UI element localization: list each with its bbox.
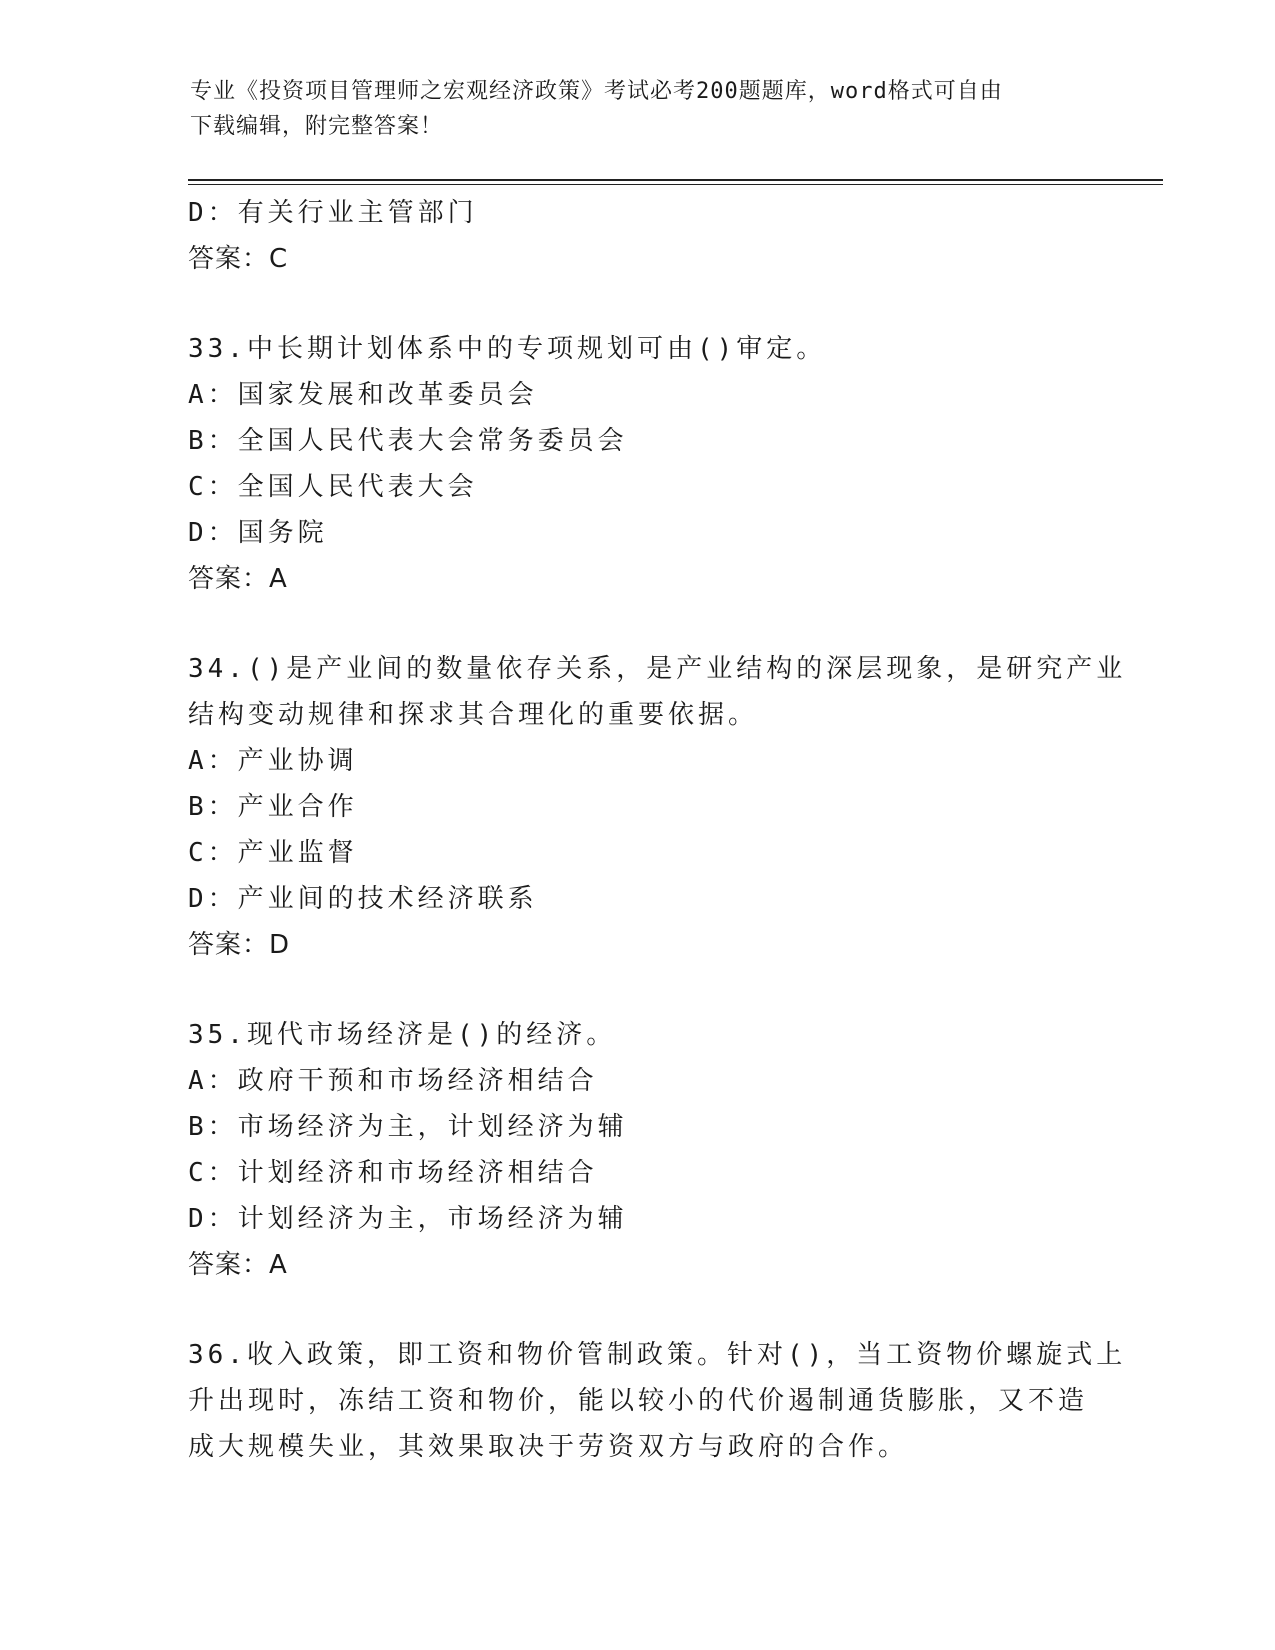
option-c: C：计划经济和市场经济相结合 (188, 1158, 598, 1188)
question-stem-line-1: 36.收入政策，即工资和物价管制政策。针对()，当工资物价螺旋式上 (188, 1340, 1127, 1370)
question-stem: 33.中长期计划体系中的专项规划可由()审定。 (188, 334, 827, 364)
question-stem-line-3: 成大规模失业，其效果取决于劳资双方与政府的合作。 (188, 1432, 909, 1462)
answer: 答案：D (188, 930, 291, 960)
question-stem: 35.现代市场经济是()的经济。 (188, 1020, 617, 1050)
option-b: B：市场经济为主，计划经济为辅 (188, 1112, 628, 1142)
header-divider-thin (188, 184, 1163, 185)
option-b: B：全国人民代表大会常务委员会 (188, 426, 628, 456)
option-b: B：产业合作 (188, 792, 358, 822)
option-c: C：全国人民代表大会 (188, 472, 478, 502)
question-34 (188, 646, 1127, 968)
answer: 答案：C (188, 244, 289, 274)
option-a: A：国家发展和改革委员会 (188, 380, 538, 410)
option-d: D：国务院 (188, 518, 328, 548)
option-c: C：产业监督 (188, 838, 358, 868)
question-stem-line-2: 升出现时，冻结工资和物价，能以较小的代价遏制通货膨胀，又不造 (188, 1386, 1089, 1416)
question-stem-line-2: 结构变动规律和探求其合理化的重要依据。 (188, 700, 759, 730)
header-line-1: 专业《投资项目管理师之宏观经济政策》考试必考200题题库，word格式可自由 (190, 79, 1003, 104)
header-line-2: 下载编辑，附完整答案！ (190, 114, 444, 139)
question-35 (188, 1012, 1088, 1288)
option-a: A：政府干预和市场经济相结合 (188, 1066, 598, 1096)
option-a: A：产业协调 (188, 746, 358, 776)
answer: 答案：A (188, 564, 288, 594)
question-stem-line-1: 34.()是产业间的数量依存关系，是产业结构的深层现象，是研究产业 (188, 654, 1127, 684)
option-d: D：计划经济为主，市场经济为辅 (188, 1204, 628, 1234)
question-list (188, 190, 1127, 1470)
question-32-tail (188, 190, 1088, 282)
option-d: D：有关行业主管部门 (188, 198, 478, 228)
header-divider (188, 179, 1163, 181)
question-36 (188, 1332, 1127, 1470)
question-33 (188, 326, 1088, 602)
option-d: D：产业间的技术经济联系 (188, 884, 538, 914)
answer: 答案：A (188, 1250, 288, 1280)
document-header (190, 74, 1090, 144)
